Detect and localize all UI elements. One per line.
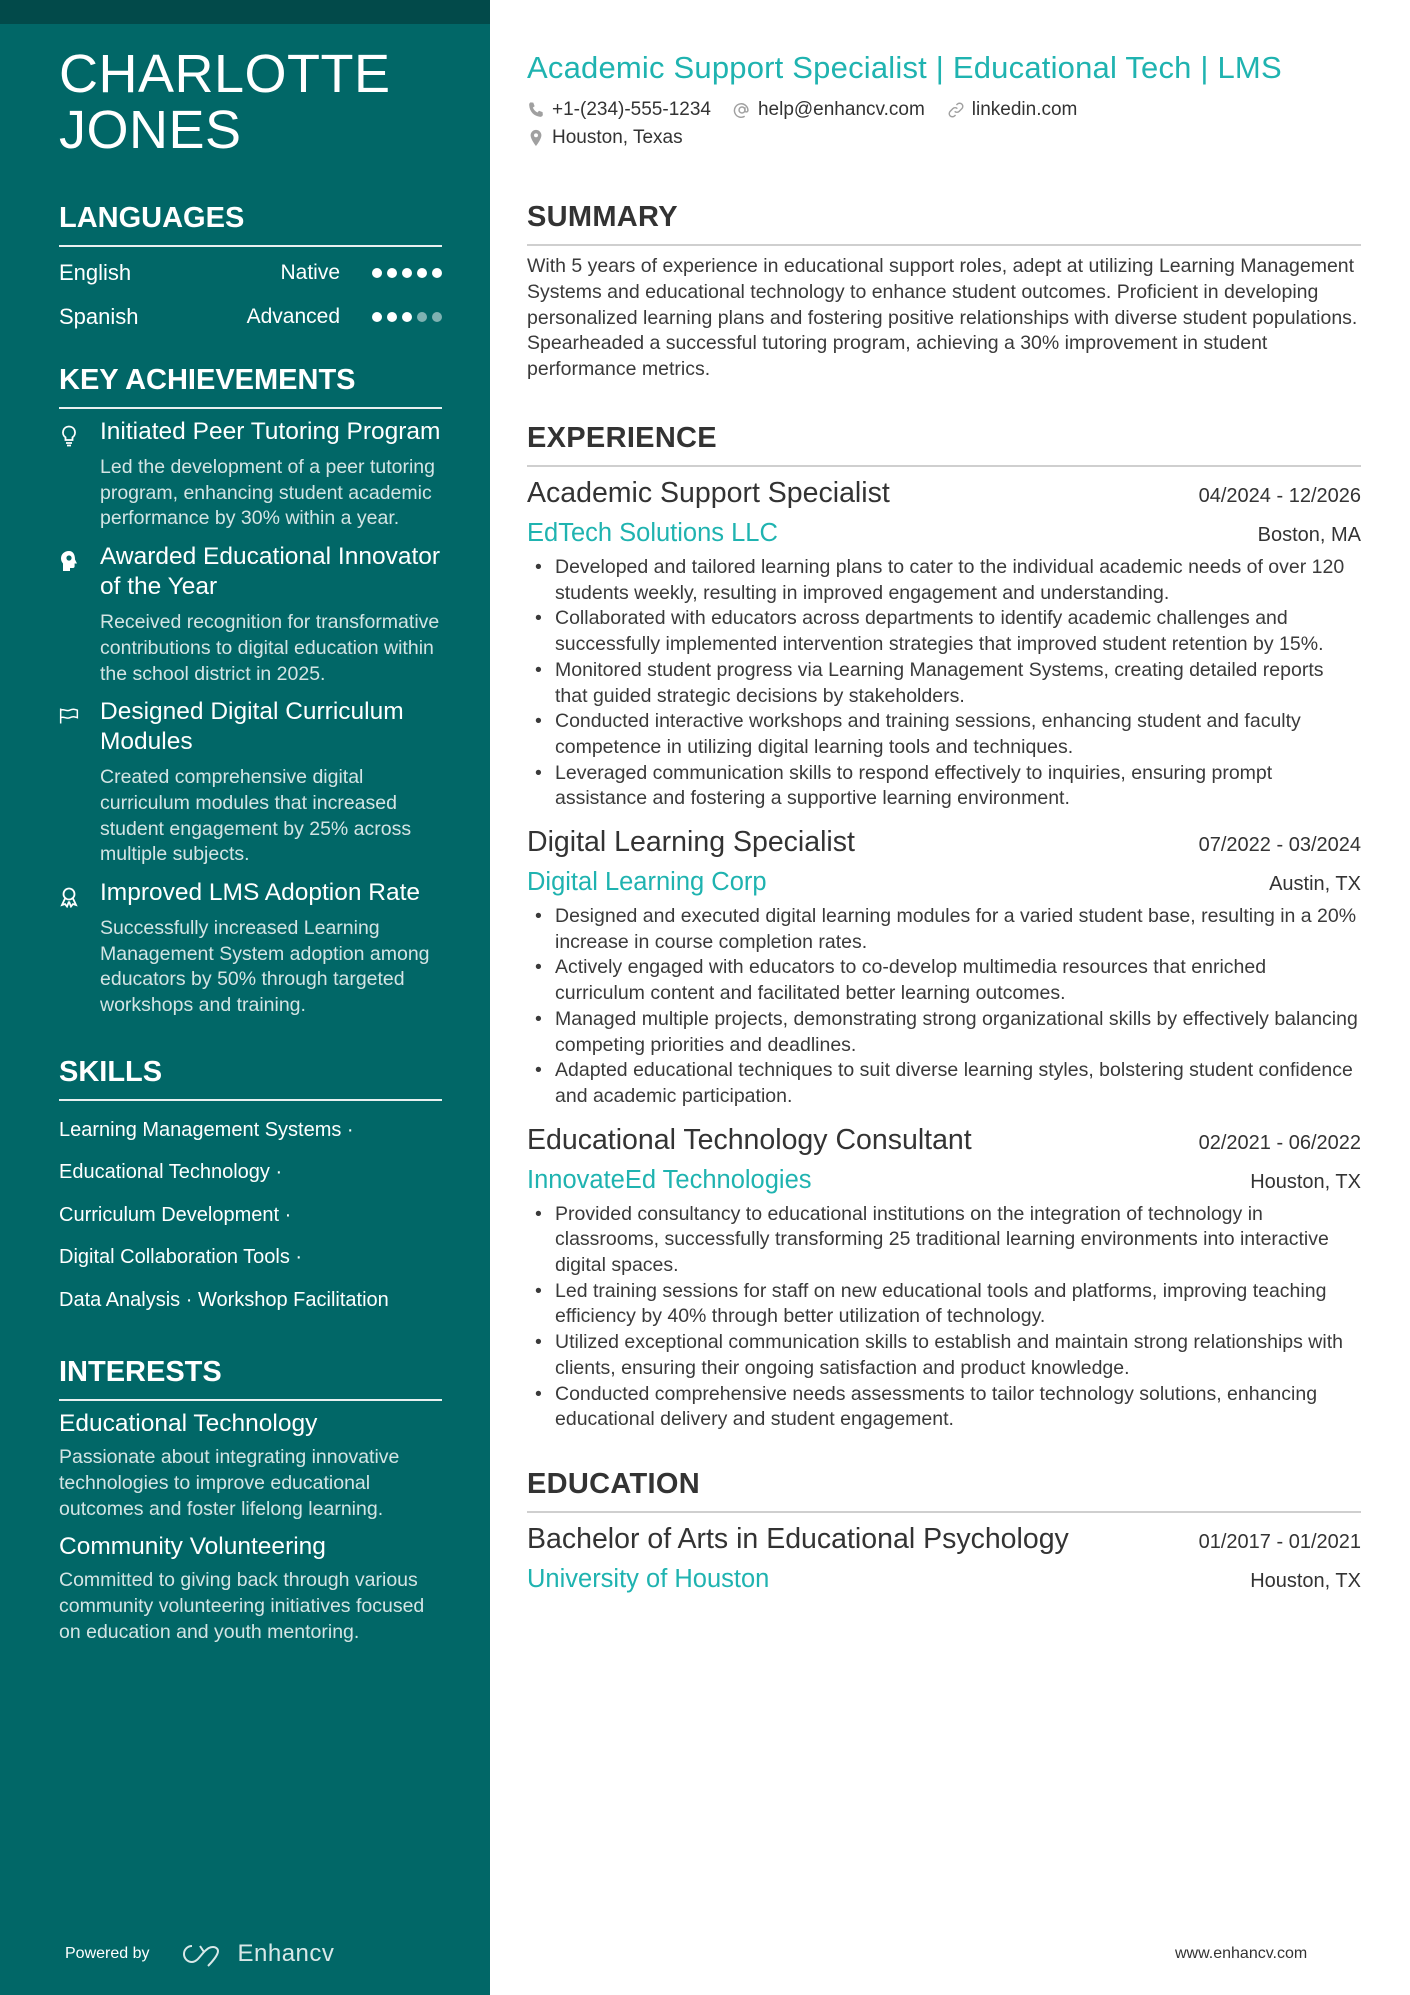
achievements-heading: KEY ACHIEVEMENTS [59, 363, 442, 409]
award-ribbon-icon [59, 878, 100, 1019]
achievement-description: Received recognition for transformative contributions to digital education within the school district in 2025. [100, 611, 440, 685]
interests-heading: INTERESTS [59, 1355, 442, 1401]
phone-text: +1-(234)-555-1234 [552, 99, 711, 120]
rating-dot-empty [432, 312, 442, 322]
language-level: Advanced [246, 305, 340, 328]
achievement-description: Successfully increased Learning Management System adoption among educators by 50% through targeted workshops and training. [100, 917, 430, 1017]
job-bullets [527, 555, 1361, 812]
company-name: EdTech Solutions LLC [527, 518, 778, 547]
job-location: Austin, TX [1269, 873, 1361, 896]
education-section [527, 1467, 1361, 1597]
language-row [59, 295, 442, 339]
email-text: help@enhancv.com [757, 99, 925, 120]
bullet-item: • Actively engaged with educators to co-develop multimedia resources that enriched curriculum content and facilitated better learning outcomes. [527, 955, 1361, 1006]
bullet-item: • Conducted interactive workshops and training sessions, enhancing student and faculty competence in utilizing digital learning tools and techniques. [527, 709, 1361, 760]
contact-info [527, 96, 1361, 152]
skill-item: Curriculum Development · [59, 1203, 292, 1226]
achievement-item [59, 697, 442, 868]
resume-header [527, 48, 1361, 152]
link-text: linkedin.com [971, 99, 1078, 120]
phone-icon [527, 100, 545, 120]
skill-item: Educational Technology · [59, 1161, 283, 1184]
interest-description: Passionate about integrating innovative technologies to improve educational outcomes and foster lifelong learning. [59, 1446, 400, 1520]
skill-item: Data Analysis · Workshop Facilitation [59, 1288, 389, 1311]
job-bullets [527, 904, 1361, 1110]
interest-item [59, 1409, 442, 1522]
language-level: Native [280, 261, 340, 284]
experience-heading: EXPERIENCE [527, 421, 1361, 467]
at-icon [733, 100, 751, 120]
enhancv-wordmark: Enhancv [237, 1940, 335, 1967]
flag-icon [59, 697, 100, 868]
name-line-2: JONES [59, 100, 242, 160]
skill-item: Learning Management Systems · [59, 1118, 354, 1141]
rating-dot-filled [387, 268, 397, 278]
contact-location [527, 127, 683, 149]
job-location: Boston, MA [1257, 523, 1361, 546]
language-row [59, 251, 442, 295]
job-dates: 07/2022 - 03/2024 [1198, 834, 1361, 857]
main-content [527, 48, 1361, 1597]
summary-heading: SUMMARY [527, 200, 1361, 246]
contact-row [527, 96, 1361, 124]
bullet-item: • Managed multiple projects, demonstrating strong organizational skills by effectively balancing competing priorities and deadlines. [527, 1007, 1361, 1058]
rating-dot-filled [417, 268, 427, 278]
skills-section [59, 1055, 442, 1322]
rating-dot-filled [432, 268, 442, 278]
job-bullets [527, 1202, 1361, 1433]
languages-heading: LANGUAGES [59, 201, 442, 247]
languages-section [59, 201, 442, 339]
interest-description: Committed to giving back through various community volunteering initiatives focused on education and youth mentoring. [59, 1569, 425, 1643]
summary-text: With 5 years of experience in educational support roles, adept at utilizing Learning Management Systems and educational technology to enhance student outcomes. Proficient in developing personalized learning plans and fostering positive relationships with diverse student populations. Spearheaded a successful tutoring program, achieving a 30% improvement in student performance metrics. [527, 255, 1358, 381]
experience-entry [527, 1120, 1361, 1433]
achievement-description: Created comprehensive digital curriculum modules that increased student engagement by 25% across multiple subjects. [100, 766, 412, 866]
footer-url[interactable]: www.enhancv.com [1175, 1945, 1308, 1962]
rating-dot-filled [372, 268, 382, 278]
achievement-title: Improved LMS Adoption Rate [100, 879, 421, 907]
degree-title: Bachelor of Arts in Educational Psychology [527, 1522, 1069, 1555]
achievements-section [59, 363, 442, 1019]
language-name: Spanish [59, 304, 139, 329]
bullet-item: • Adapted educational techniques to suit diverse learning styles, bolstering student confidence and academic participation. [527, 1058, 1361, 1109]
head-idea-icon [59, 542, 100, 687]
education-location: Houston, TX [1250, 1569, 1361, 1592]
achievement-item [59, 878, 442, 1019]
contact-email[interactable] [733, 99, 925, 121]
achievement-item [59, 542, 442, 687]
skills-list [59, 1109, 442, 1322]
rating-dot-empty [417, 312, 427, 322]
rating-dot-filled [402, 312, 412, 322]
location-pin-icon [527, 128, 545, 148]
rating-dot-filled [402, 268, 412, 278]
enhancv-logo[interactable] [178, 1940, 335, 1968]
achievement-title: Awarded Educational Innovator of the Year [100, 543, 441, 601]
job-location: Houston, TX [1250, 1170, 1361, 1193]
candidate-name [59, 46, 442, 158]
interest-item [59, 1532, 442, 1645]
contact-phone[interactable] [527, 99, 711, 121]
achievement-title: Designed Digital Curriculum Modules [100, 698, 404, 756]
bullet-item: • Leveraged communication skills to respond effectively to inquiries, ensuring prompt assistance and fostering a supportive learning environment. [527, 761, 1361, 812]
school-name: University of Houston [527, 1564, 770, 1593]
powered-by-label: Powered by [65, 1945, 150, 1962]
interest-title: Educational Technology [59, 1410, 318, 1438]
location-text: Houston, Texas [552, 127, 683, 148]
job-title: Academic Support Specialist [527, 476, 890, 509]
bullet-item: • Developed and tailored learning plans to cater to the individual academic needs of over 120 students weekly, resulting in improved engagement and understanding. [527, 555, 1361, 606]
education-entry [527, 1519, 1361, 1597]
bullet-item: • Monitored student progress via Learning Management Systems, creating detailed reports that guided strategic decisions by stakeholders. [527, 658, 1361, 709]
sidebar [0, 0, 490, 1995]
achievement-item [59, 417, 442, 532]
rating-dot-filled [372, 312, 382, 322]
summary-section [527, 200, 1361, 383]
link-icon [947, 100, 965, 120]
rating-dot-filled [387, 312, 397, 322]
company-name: InnovateEd Technologies [527, 1165, 812, 1194]
bullet-item: • Provided consultancy to educational institutions on the integration of technology in classrooms, successfully transforming 25 traditional learning environments into interactive digital spaces. [527, 1202, 1361, 1279]
name-line-1: CHARLOTTE [59, 44, 391, 104]
language-rating [372, 268, 442, 278]
job-dates: 04/2024 - 12/2026 [1198, 484, 1361, 507]
job-headline: Academic Support Specialist | Educational Tech | LMS [527, 50, 1282, 85]
bullet-item: • Collaborated with educators across departments to identify academic challenges and successfully implemented intervention strategies that improved student retention by 15%. [527, 606, 1361, 657]
experience-entry [527, 473, 1361, 812]
bullet-item: • Led training sessions for staff on new educational tools and platforms, improving teaching efficiency by 40% through better utilization of technology. [527, 1279, 1361, 1330]
interest-title: Community Volunteering [59, 1533, 326, 1561]
job-title: Digital Learning Specialist [527, 826, 855, 859]
lightbulb-icon [59, 417, 100, 532]
achievements-list [59, 417, 442, 1019]
sidebar-top-strip [0, 0, 490, 24]
education-heading: EDUCATION [527, 1467, 1361, 1513]
skill-item: Digital Collaboration Tools · [59, 1246, 303, 1269]
language-name: English [59, 260, 132, 285]
bullet-item: • Designed and executed digital learning modules for a varied student base, resulting in a 20% increase in course completion rates. [527, 904, 1361, 955]
language-rating [372, 312, 442, 322]
powered-by [65, 1940, 334, 1968]
contact-row [527, 124, 1361, 152]
achievement-description: Led the development of a peer tutoring program, enhancing student academic performance by 30% within a year. [100, 456, 435, 530]
bullet-item: • Utilized exceptional communication skills to establish and maintain strong relationships with clients, ensuring their ongoing satisfaction and product knowledge. [527, 1330, 1361, 1381]
skills-heading: SKILLS [59, 1055, 442, 1101]
company-name: Digital Learning Corp [527, 868, 767, 897]
experience-section [527, 421, 1361, 1433]
education-dates: 01/2017 - 01/2021 [1198, 1530, 1361, 1553]
bullet-item: • Conducted comprehensive needs assessments to tailor technology solutions, enhancing educational delivery and student engagement. [527, 1382, 1361, 1433]
job-title: Educational Technology Consultant [527, 1123, 972, 1156]
achievement-title: Initiated Peer Tutoring Program [100, 418, 441, 445]
interests-section [59, 1355, 442, 1645]
contact-link[interactable] [947, 99, 1078, 121]
experience-entry [527, 822, 1361, 1110]
job-dates: 02/2021 - 06/2022 [1198, 1131, 1361, 1154]
